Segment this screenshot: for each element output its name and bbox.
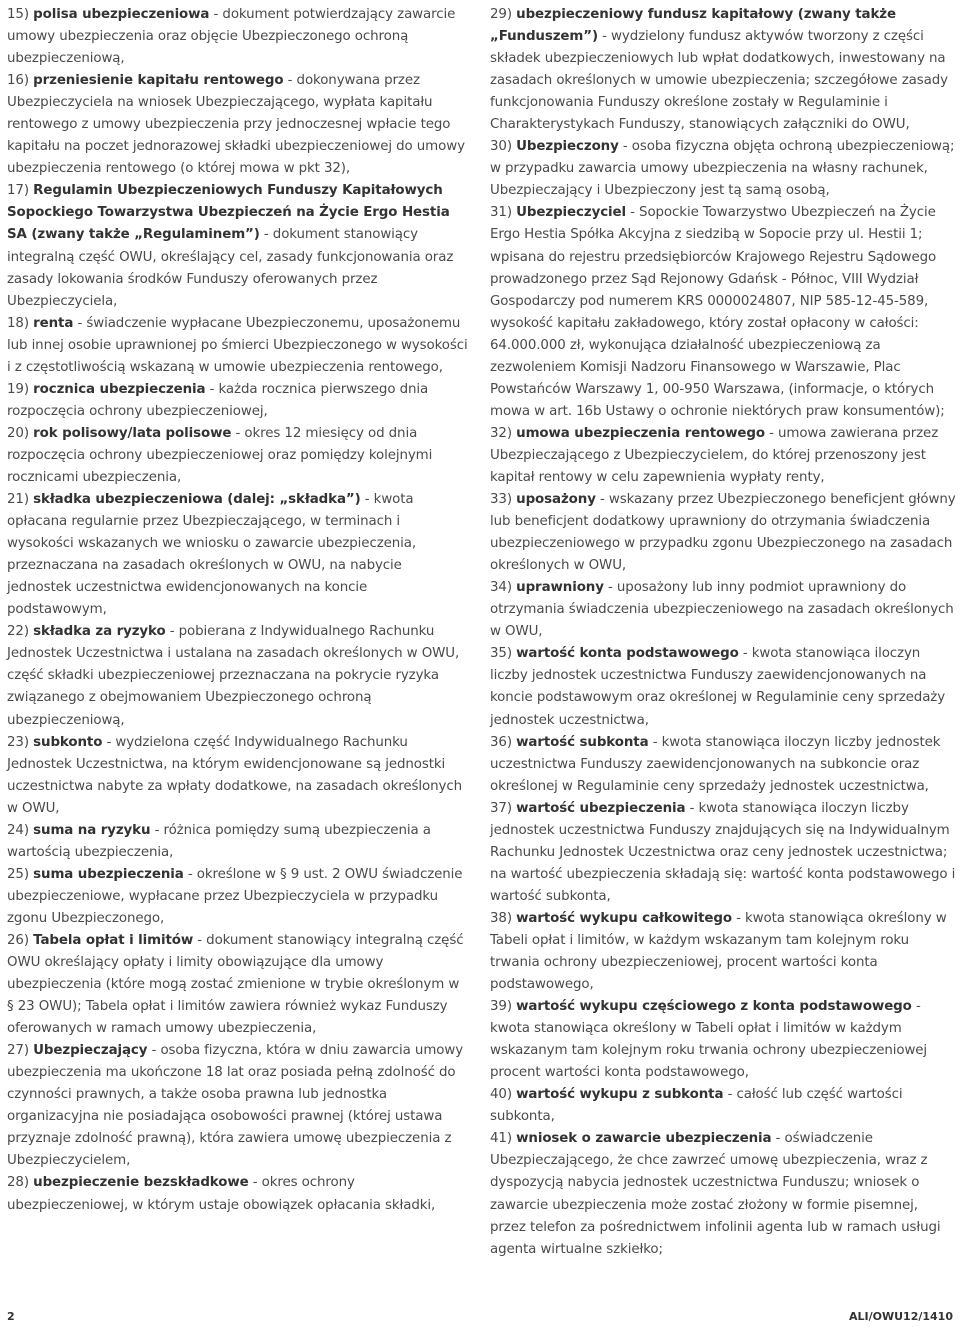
definition-term: uprawniony <box>516 580 604 596</box>
definition-number: 28) <box>7 1175 29 1191</box>
definition-number: 38) <box>490 910 512 926</box>
definition-item <box>7 379 469 423</box>
definition-text: - uposażony lub inny podmiot uprawniony do otrzymania świadczenia ubezpieczeniowego na zasadach określonych w OWU, <box>490 580 954 640</box>
definition-term: umowa ubezpieczenia rentowego <box>516 425 765 441</box>
definition-term: uposażony <box>516 492 596 508</box>
definition-term: wartość wykupu częściowego z konta podstawowego <box>516 999 912 1015</box>
definition-item <box>7 864 469 930</box>
definition-number: 36) <box>490 734 512 750</box>
definition-item <box>490 4 956 136</box>
definition-item <box>7 1040 469 1172</box>
definition-text: - kwota stanowiąca iloczyn liczby jednostek uczestnictwa Funduszy zaewidencjonowanych na koncie podstawowym oraz określonej w Regulaminie ceny sprzedaży jednostek uczestnictwa, <box>490 646 946 728</box>
definition-item <box>490 996 956 1084</box>
definition-text: - dokument potwierdzający zawarcie umowy ubezpieczenia oraz objęcie Ubezpieczonego ochroną ubezpieczeniową, <box>7 7 456 67</box>
definition-number: 17) <box>7 183 29 199</box>
definition-term: wartość ubezpieczenia <box>516 800 686 816</box>
definition-text: - oświadczenie Ubezpieczającego, że chce zawrzeć umowę ubezpieczenia, wraz z dyspozycją nabycia jednostek uczestnictwa Funduszu; wniosek o zawarcie ubezpieczenia może zostać złożony w formie pisemnej, przez telefon za pośrednictwem infolinii agenta lub w ramach usługi agenta wirtualne szkiełko; <box>490 1131 941 1257</box>
definition-item <box>490 1084 956 1128</box>
right-column <box>490 4 956 1261</box>
definition-term: suma ubezpieczenia <box>33 866 184 882</box>
definition-term: składka ubezpieczeniowa (dalej: „składka”) <box>33 492 361 508</box>
definition-text: - osoba fizyczna objęta ochroną ubezpieczeniową; w przypadku zawarcia umowy ubezpieczenia na własny rachunek, Ubezpieczający i Ubezpieczony jest tą samą osobą, <box>490 139 955 199</box>
definition-number: 29) <box>490 7 512 22</box>
definition-number: 40) <box>490 1087 512 1103</box>
definition-term: wartość konta podstawowego <box>516 646 739 662</box>
left-column <box>7 4 469 1217</box>
definition-item <box>7 930 469 1040</box>
definition-term: Ubezpieczający <box>33 1043 148 1059</box>
definition-text: - kwota stanowiąca iloczyn liczby jednostek uczestnictwa Funduszy znajdujących się na Indywidualnym Rachunku Jednostek Uczestnictwa oraz ceny jednostek uczestnictwa; na wartość ubezpieczenia składają się: wartość konta podstawowego i wartość subkonta, <box>490 800 956 904</box>
definition-text: - dokument stanowiący integralną część OWU, określający cel, zasady funkcjonowania oraz zasady lokowania środków Funduszy oferowanych przez Ubezpieczyciela, <box>7 227 454 309</box>
definition-text: - każda rocznica pierwszego dnia rozpoczęcia ochrony ubezpieczeniowej, <box>7 381 429 419</box>
definition-item <box>490 577 956 643</box>
definition-text: - kwota stanowiąca określony w Tabeli opłat i limitów w każdym wskazanym tam kolejnym roku trwania ochrony ubezpieczeniowej procent wartości konta podstawowego, <box>490 999 928 1081</box>
definition-number: 30) <box>490 139 512 155</box>
definition-text: - dokument stanowiący integralną część OWU określający opłaty i limity obowiązujące dla umowy ubezpieczenia (które mogą zostać zmienione w trybie określonym w § 23 OWU); Tabela opłat i limitów zawiera również wykaz Funduszy oferowanych w ramach umowy ubezpieczenia, <box>7 932 464 1037</box>
definition-text: - kwota opłacana regularnie przez Ubezpieczającego, w terminach i wysokości wskazanych we wniosku o zawarcie ubezpieczenia, przeznaczana na zasadach określonych w OWU, na nabycie jednostek uczestnictwa ewidencjonowanych na koncie podstawowym, <box>7 492 417 618</box>
definition-text: - wydzielona część Indywidualnego Rachunku Jednostek Uczestnictwa, na którym ewidencjonowane są jednostki uczestnictwa nabyte za wpłaty dodatkowe, na zasadach określonych w OWU, <box>7 734 462 816</box>
definition-text: - wskazany przez Ubezpieczonego beneficjent główny lub beneficjent dodatkowy uprawniony do otrzymania świadczenia ubezpieczeniowego w przypadku zgonu Ubezpieczonego na zasadach określonych w OWU, <box>490 492 956 574</box>
definition-text: - świadczenie wypłacane Ubezpieczonemu, uposażonemu lub innej osobie uprawnionej po śmierci Ubezpieczonego w wysokości i z częstotliwością wskazaną w umowie ubezpieczenia rentowego, <box>7 315 468 375</box>
definition-number: 15) <box>7 7 29 22</box>
definition-item <box>490 798 956 908</box>
definition-item <box>7 423 469 489</box>
definition-text: - całość lub część wartości subkonta, <box>490 1087 903 1125</box>
definition-term: ubezpieczeniowy fundusz kapitałowy (zwany także „Funduszem”) <box>490 7 896 45</box>
definition-number: 20) <box>7 425 29 441</box>
definition-text: - Sopockie Towarzystwo Ubezpieczeń na Życie Ergo Hestia Spółka Akcyjna z siedzibą w Sopocie przy ul. Hestii 1; wpisana do rejestru przedsiębiorców Krajowego Rejestru Sądowego prowadzonego przez Sąd Rejonowy Gdańsk - Północ, VIII Wydział Gospodarczy pod numerem KRS 0000024807, NIP 585-12-45-589, wysokość kapitału zakładowego, który został opłacony w całości: 64.000.000 zł, wykonująca działalność ubezpieczeniową za zezwoleniem Komisji Nadzoru Finansowego w Warszawie, Plac Powstańców Warszawy 1, 00-950 Warszawa, (informacje, o których mowa w art. 16b Ustawy o ochronie niektórych praw konsumentów); <box>490 205 945 419</box>
definition-text: - określone w § 9 ust. 2 OWU świadczenie ubezpieczeniowe, wypłacane przez Ubezpieczyciela w przypadku zgonu Ubezpieczonego, <box>7 866 463 926</box>
definition-term: składka za ryzyko <box>33 624 166 640</box>
definition-term: subkonto <box>33 734 103 750</box>
definition-item <box>7 732 469 820</box>
definition-term: wartość wykupu z subkonta <box>516 1087 724 1103</box>
definition-term: Tabela opłat i limitów <box>33 932 194 948</box>
definition-number: 16) <box>7 73 29 89</box>
definition-term: Ubezpieczyciel <box>516 205 626 221</box>
definition-text: - kwota stanowiąca określony w Tabeli opłat i limitów, w każdym wskazanym tam kolejnym roku trwania ochrony ubezpieczeniowej, procent wartości konta podstawowego, <box>490 910 947 993</box>
definition-text: - wydzielony fundusz aktywów tworzony z części składek ubezpieczeniowych lub wpłat dodatkowych, inwestowany na zasadach określonych w umowie ubezpieczenia; szczegółowe zasady funkcjonowania Funduszy określone zostały w Regulaminie i Charakterystykach Funduszy, stanowiących załączniki do OWU, <box>490 29 948 133</box>
definition-number: 32) <box>490 425 512 441</box>
definition-number: 41) <box>490 1131 512 1147</box>
definition-number: 33) <box>490 492 512 508</box>
definition-number: 35) <box>490 646 512 662</box>
page-number: 2 <box>7 1310 15 1323</box>
definition-number: 39) <box>490 999 512 1015</box>
definition-item <box>490 202 956 422</box>
definition-number: 25) <box>7 866 29 882</box>
definition-text: - okres 12 miesięcy od dnia rozpoczęcia ochrony ubezpieczeniowej oraz pomiędzy kolejnymi rocznicami ubezpieczenia, <box>7 425 433 485</box>
definition-term: Regulamin Ubezpieczeniowych Funduszy Kapitałowych Sopockiego Towarzystwa Ubezpieczeń na Życie Ergo Hestia SA (zwany także „Regulaminem”) <box>7 183 450 243</box>
definition-term: wartość subkonta <box>516 734 649 750</box>
definition-item <box>490 732 956 798</box>
definition-number: 19) <box>7 381 29 397</box>
definition-number: 34) <box>490 580 512 596</box>
definition-term: wartość wykupu całkowitego <box>516 910 732 926</box>
definition-text: - osoba fizyczna, która w dniu zawarcia umowy ubezpieczenia ma ukończone 18 lat oraz posiada pełną zdolność do czynności prawnych, a także osoba prawna lub jednostka organizacyjna nie posiadająca osobowości prawnej (której ustawa przyznaje zdolność prawną), która zawiera umowę ubezpieczenia z Ubezpieczycielem, <box>7 1043 464 1169</box>
definition-text: - umowa zawierana przez Ubezpieczającego z Ubezpieczycielem, do której przenoszony jest kapitał rentowy w celu zapewnienia wypłaty renty, <box>490 425 939 485</box>
definition-number: 18) <box>7 315 29 331</box>
definition-item <box>7 180 469 312</box>
definition-term: Ubezpieczony <box>516 139 619 155</box>
definition-item <box>7 313 469 379</box>
definition-term: wniosek o zawarcie ubezpieczenia <box>516 1131 772 1147</box>
document-code: ALI/OWU12/1410 <box>849 1310 953 1323</box>
definition-item <box>7 621 469 731</box>
definition-number: 24) <box>7 822 29 838</box>
definition-text: - dokonywana przez Ubezpieczyciela na wniosek Ubezpieczającego, wypłata kapitału rentowego z umowy ubezpieczenia przy jednoczesnej wpłacie tego kapitału na poczet jednorazowej składki ubezpieczeniowej do umowy ubezpieczenia rentowego (o której mowa w pkt 32), <box>7 73 465 177</box>
definition-term: polisa ubezpieczeniowa <box>33 7 210 22</box>
definition-number: 27) <box>7 1043 29 1059</box>
definition-text: - różnica pomiędzy sumą ubezpieczenia a wartością ubezpieczenia, <box>7 822 431 860</box>
definition-term: renta <box>33 315 74 331</box>
definition-term: suma na ryzyku <box>33 822 151 838</box>
definition-term: rok polisowy/lata polisowe <box>33 425 232 441</box>
definition-text: - okres ochrony ubezpieczeniowej, w którym ustaje obowiązek opłacania składki, <box>7 1175 436 1213</box>
definition-item <box>490 489 956 577</box>
definition-number: 26) <box>7 932 29 948</box>
definition-item <box>490 423 956 489</box>
definition-item <box>7 1172 469 1216</box>
definition-term: przeniesienie kapitału rentowego <box>33 73 284 89</box>
definition-item <box>7 4 469 70</box>
definition-item <box>490 643 956 731</box>
definition-term: ubezpieczenie bezskładkowe <box>33 1175 249 1191</box>
definition-number: 37) <box>490 800 512 816</box>
definition-item <box>490 908 956 996</box>
definition-number: 23) <box>7 734 29 750</box>
definition-number: 21) <box>7 492 29 508</box>
definition-item <box>490 1128 956 1260</box>
definition-text: - kwota stanowiąca iloczyn liczby jednostek uczestnictwa Funduszy zaewidencjonowanych na subkoncie oraz określonej w Regulaminie ceny sprzedaży jednostek uczestnictwa, <box>490 734 941 794</box>
definition-number: 31) <box>490 205 512 221</box>
definition-item <box>7 489 469 621</box>
definition-item <box>490 136 956 202</box>
definition-number: 22) <box>7 624 29 640</box>
definition-term: rocznica ubezpieczenia <box>33 381 206 397</box>
definition-item <box>7 820 469 864</box>
definition-item <box>7 70 469 180</box>
definition-text: - pobierana z Indywidualnego Rachunku Jednostek Uczestnictwa i ustalana na zasadach określonych w OWU, część składki ubezpieczeniowej przeznaczana na pokrycie ryzyka związanego z obejmowaniem Ubezpieczonego ochroną ubezpieczeniową, <box>7 624 460 728</box>
